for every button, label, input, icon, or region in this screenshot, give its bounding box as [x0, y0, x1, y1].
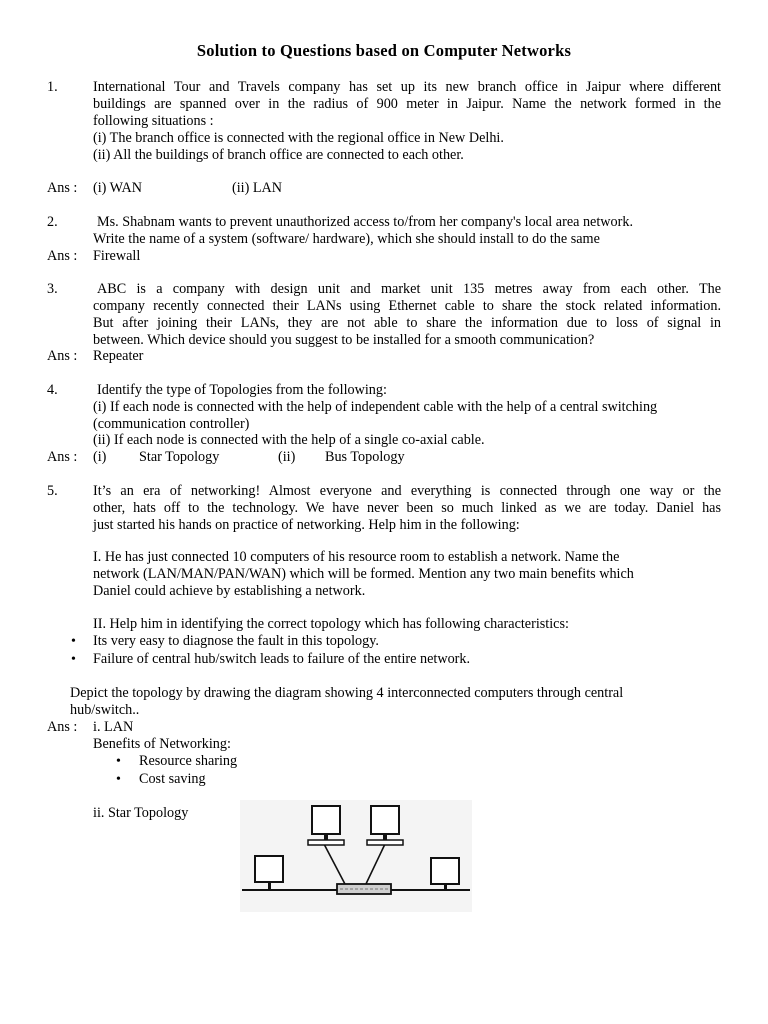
q1-sub-question-i: (i) The branch office is connected with the regional office in New Delhi. [93, 130, 504, 146]
q1-sub-question-ii: (ii) All the buildings of branch office are connected to each other. [93, 147, 464, 163]
q2-number: 2. [47, 214, 58, 230]
q1-number: 1. [47, 79, 58, 95]
q4-line: Identify the type of Topologies from the following: [97, 382, 387, 398]
q5-part-i-line: network (LAN/MAN/PAN/WAN) which will be formed. Mention any two main benefits which [93, 566, 634, 582]
q5-part-i-line: I. He has just connected 10 computers of his resource room to establish a network. Name the [93, 549, 620, 565]
q4-answer-ii-label: (ii) [278, 449, 296, 465]
q1-answer-ii: (ii) LAN [232, 180, 283, 196]
benefit-item: Cost saving [139, 771, 206, 787]
q4-answer-i-label: (i) [93, 449, 107, 465]
q5-line: It’s an era of networking! Almost everyone and everything is connected through one way or the [93, 483, 721, 499]
q1-line: International Tour and Travels company has set up its new branch office in Jaipur where different [93, 79, 721, 95]
q3-line: ABC is a company with design unit and market unit 135 metres away from each other. The [97, 281, 721, 297]
q1-answer-i: (i) WAN [93, 180, 142, 196]
page-title: Solution to Questions based on Computer Networks [196, 41, 572, 60]
q3-line: company recently connected their LANs using Ethernet cable to share the stock related information. [93, 298, 721, 314]
q3-answer: Repeater [93, 348, 144, 364]
bullet-icon: • [116, 772, 121, 787]
star-topology-diagram [240, 800, 472, 912]
hub-switch-icon [337, 884, 391, 894]
benefits-title: Benefits of Networking: [93, 736, 231, 752]
q2-answer-label: Ans : [47, 248, 78, 264]
q5-part-ii: II. Help him in identifying the correct topology which has following characteristics: [93, 616, 569, 632]
q5-number: 5. [47, 483, 58, 499]
q4-line: (i) If each node is connected with the help of independent cable with the help of a central switching [93, 399, 658, 415]
q2-answer: Firewall [93, 248, 141, 264]
q5-line: other, hats off to the technology. We have never been so much linked as we are today. Daniel has [93, 500, 721, 516]
q2-line: Ms. Shabnam wants to prevent unauthorized access to/from her company's local area network. [97, 214, 633, 230]
q5-part-i-line: Daniel could achieve by establishing a network. [93, 583, 366, 599]
q1-line: following situations : [93, 113, 214, 129]
q5-characteristic: Its very easy to diagnose the fault in this topology. [93, 633, 379, 649]
q5-characteristic: Failure of central hub/switch leads to failure of the entire network. [93, 651, 471, 667]
benefit-item: Resource sharing [139, 753, 238, 769]
q3-number: 3. [47, 281, 58, 297]
q4-answer-label: Ans : [47, 449, 78, 465]
q1-answer-label: Ans : [47, 180, 78, 196]
q4-answer-ii: Bus Topology [325, 449, 405, 465]
q5-depict-line: Depict the topology by drawing the diagram showing 4 interconnected computers through central [70, 685, 624, 701]
q3-line: between. Which device should you suggest to be installed for a smooth communication? [93, 332, 595, 348]
q5-line: just started his hands on practice of networking. Help him in the following: [93, 517, 520, 533]
q4-number: 4. [47, 382, 58, 398]
bullet-icon: • [71, 634, 76, 649]
q5-paragraph [93, 483, 721, 517]
q1-paragraph [93, 79, 721, 113]
bullet-icon: • [71, 652, 76, 667]
q5-answer-ii: ii. Star Topology [93, 805, 189, 821]
q4-line: (ii) If each node is connected with the help of a single co-axial cable. [93, 432, 485, 448]
q4-line: (communication controller) [93, 416, 250, 432]
q5-depict-line: hub/switch.. [70, 702, 140, 718]
q3-paragraph [93, 281, 721, 332]
q5-answer-label: Ans : [47, 719, 78, 735]
q1-line: buildings are spanned over in the radius of 900 meter in Jaipur. Name the network formed in the [93, 96, 721, 112]
q2-line: Write the name of a system (software/ hardware), which she should install to do the same [93, 231, 600, 247]
q3-line: But after joining their LANs, they are not able to share the information due to loss of signal in [93, 315, 721, 331]
q4-answer-i: Star Topology [139, 449, 220, 465]
bullet-icon: • [116, 754, 121, 769]
q3-answer-label: Ans : [47, 348, 78, 364]
q5-answer-i: i. LAN [93, 719, 134, 735]
